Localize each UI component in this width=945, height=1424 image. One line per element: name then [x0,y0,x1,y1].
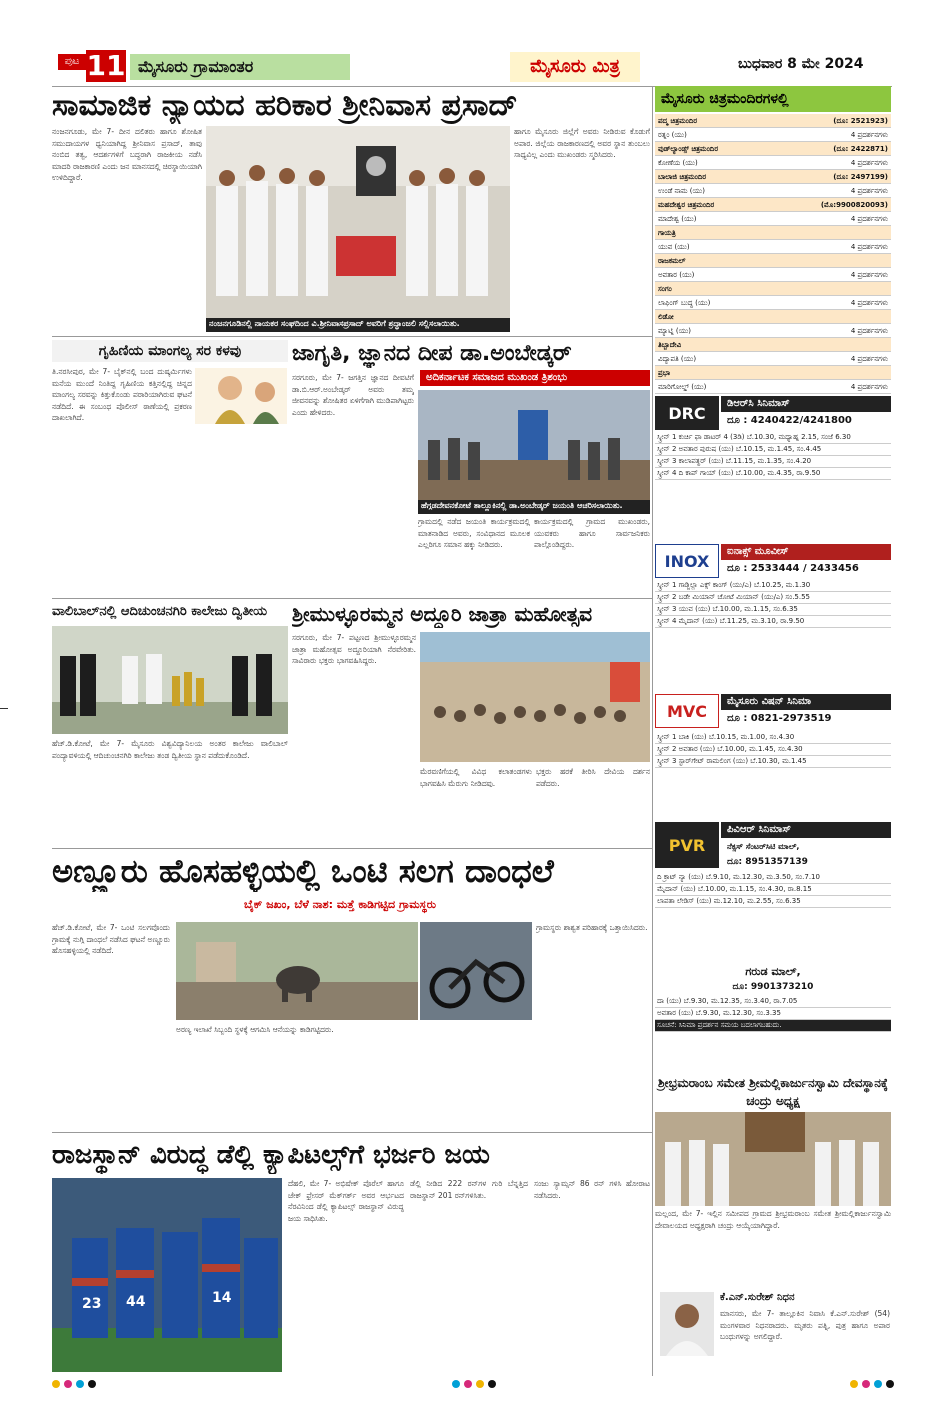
cinema-hall-info: (ದೂ: 2497199) [833,173,888,181]
garuda-line: ಅವತಾರ (ಯು) ಬೆ.9.30, ಮ.12.30, ಸಂ.3.35 [655,1008,891,1020]
garuda-listing [655,996,891,1070]
print-dot [88,1380,96,1388]
cinema-hall-info: 4 ಪ್ರದರ್ಶನಗಳು [850,383,888,391]
ambedkar-body-col3: ಕಾರ್ಯಕ್ರಮದಲ್ಲಿ ಗ್ರಾಮದ ಮುಖಂಡರು, ಯುವಕರು ಹಾಗೂ ಸಾರ್ವಜನಿಕರು ಪಾಲ್ಗೊಂಡಿದ್ದರು. [534,517,650,549]
ambedkar-headline: ಜಾಗೃತಿ, ಜ್ಞಾನದ ದೀಪ ಡಾ.ಅಂಬೇಡ್ಕರ್ [292,341,572,366]
lead-rule [52,336,652,337]
cricket-body-col1: ದೆಹಲಿ, ಮೇ 7- ಅಭಿಷೇಕ್ ಪೊರೆಲ್ ಹಾಗೂ ಜೇಕ್ ಫ್ರೇಸರ್ ಮೆಕ್‌ಗರ್ಕ್ ಅವರ ಆರ್ಭಟದ ನೆರವಿನಿಂದ ಡೆಲ್ಲಿ ಕ್ಯಾಪಿಟಲ್ಸ್ ರಾಜಸ್ಥಾನ್ ವಿರುದ್ಧ ಜಯ ಸಾಧಿಸಿತು. [288,1179,404,1223]
pvr-listing [655,872,891,960]
mvc-name: ಮೈಸೂರು ವಿಷನ್ ಸಿನಿಮಾ [721,694,891,710]
pvr-phone: ದೂ: 8951357139 [727,857,808,867]
sidebar-rule [652,86,653,1376]
cinema-hall-name: ಅವತಾರ (ಯು) [658,271,695,279]
cinema-hall-row [655,310,891,324]
inox-listing [655,580,891,690]
cinema-hall-name: ಪದ್ಮ ಚಿತ್ರಮಂದಿರ [658,117,698,125]
jatre-body-col2: ಮೆರವಣಿಗೆಯಲ್ಲಿ ವಿವಿಧ ಕಲಾತಂಡಗಳು ಭಾಗವಹಿಸಿ ಮೆರುಗು ನೀಡಿದವು. [420,767,532,788]
jatre-body-col1: ಸರಗೂರು, ಮೇ 7- ಪಟ್ಟಣದ ಶ್ರೀಮುಳ್ಳೂರಮ್ಮನ ಜಾತ್ರಾ ಮಹೋತ್ಸವ ಅದ್ದೂರಿಯಾಗಿ ನೆರವೇರಿತು. ಸಾವಿರಾರು ಭಕ್ತರು ಭಾಗವಹಿಸಿದ್ದರು. [292,633,416,665]
cricket-rule [52,1132,652,1133]
obituary-headline: ಕೆ.ಎನ್.ಸುರೇಶ್ ನಿಧನ [720,1292,795,1303]
cinema-hall-name: ವುಡ್‌ಲ್ಯಾಂಡ್ಸ್ ಚಿತ್ರಮಂದಿರ [658,145,719,153]
cinema-title: ಮೈಸೂರು ಚಿತ್ರಮಂದಿರಗಳಲ್ಲಿ [655,86,891,112]
cinema-hall-row [655,380,891,394]
cricket-body-col3: ಸಂಜು ಸ್ಯಾಮ್ಸನ್ 86 ರನ್ ಗಳಿಸಿ ಹೋರಾಟ ನಡೆಸಿದರು. [534,1179,650,1200]
cinema-hall-row [655,128,891,142]
print-dot [76,1380,84,1388]
elephant-body-col1: ಹೆಚ್.ಡಿ.ಕೋಟೆ, ಮೇ 7- ಒಂಟಿ ಸಲಗವೊಂದು ಗ್ರಾಮಕ್ಕೆ ನುಗ್ಗಿ ದಾಂಧಲೆ ನಡೆಸಿದ ಘಟನೆ ಅಣ್ಣೂರು ಹೊಸಹಳ್ಳಿಯಲ್ಲಿ ನಡೆದಿದೆ. [52,923,170,955]
cinema-hall-row [655,352,891,366]
drc-block [655,396,891,430]
volleyball-body: ಹೆಚ್.ಡಿ.ಕೋಟೆ, ಮೇ 7- ಮೈಸೂರು ವಿಶ್ವವಿದ್ಯಾನಿಲಯ ಅಂತರ ಕಾಲೇಜು ವಾಲಿಬಾಲ್ ಪಂದ್ಯಾವಳಿಯಲ್ಲಿ ಆದಿಚುಂಚನಗಿರಿ ಕಾಲೇಜು ತಂಡ ದ್ವಿತೀಯ ಸ್ಥಾನ ಪಡೆದುಕೊಂಡಿದೆ. [52,739,288,760]
elephant-subhead: ಬೈಕ್ ಜಖಂ, ಬೆಳೆ ನಾಶ: ಮತ್ತೆ ಕಾಡಿಗಟ್ಟಿದ ಗ್ರಾಮಸ್ಥರು [243,898,437,911]
mvc-logo: MVC [655,694,719,728]
page-header [0,48,945,86]
masthead: ಮೈಸೂರು ಮಿತ್ರ [510,52,640,82]
drc-phone: ದೂ : 4240422/4241800 [727,415,852,426]
cinema-hall-info: 4 ಪ್ರದರ್ಶನಗಳು [850,299,888,307]
cinema-hall-row [655,324,891,338]
cinema-hall-info: 4 ಪ್ರದರ್ಶನಗಳು [850,355,888,363]
cinema-hall-row [655,170,891,184]
obituary-portrait [660,1292,714,1356]
cinema-hall-name: ಲಿಡೋ [658,313,674,321]
theft-illustration [195,368,287,424]
elephant-rule [52,848,652,849]
inox-line: ಸ್ಕ್ರೀನ್ 2 ಬಡೇ ಮಿಯಾನ್ ಚೋಟೆ ಮಿಯಾನ್ (ಯು/ಎ) ಸಂ.5.55 [655,592,891,604]
lead-body-col1: ನಂಜನಗೂಡು, ಮೇ 7- ದೀನ ದಲಿತರು ಹಾಗೂ ಶೋಷಿತ ಸಮುದಾಯಗಳ ಧ್ವನಿಯಾಗಿದ್ದ ಶ್ರೀನಿವಾಸ ಪ್ರಸಾದ್, ತಾವು ನಂಬಿದ ತತ್ವ, ಆದರ್ಶಗಳಿಗೆ ಬದ್ಧರಾಗಿ ರಾಜಕೀಯ ನಡೆಸಿ ಮಾದರಿ ರಾಜಕಾರಣಿ ಎಂದು ಜನ ಮಾನಸದಲ್ಲಿ ಚಿರಸ್ಥಾಯಿಯಾಗಿ ಉಳಿದಿದ್ದಾರೆ. [52,127,202,182]
inox-line: ಸ್ಕ್ರೀನ್ 3 ಯುವ (ಯು) ಬೆ.10.00, ಮ.1.15, ಸಂ.6.35 [655,604,891,616]
cinema-hall-row [655,156,891,170]
cinema-hall-name: ಮಾದೇಶ್ವ (ಯು) [658,215,697,223]
cinema-hall-info: 4 ಪ್ರದರ್ಶನಗಳು [850,187,888,195]
lead-body-col2: ಹಾಗೂ ಮೈಸೂರು ಜಿಲ್ಲೆಗೆ ಅವರು ನೀಡಿರುವ ಕೊಡುಗೆ ಅಪಾರ. ಜಿಲ್ಲೆಯ ರಾಜಕಾರಣದಲ್ಲಿ ಅವರ ಸ್ಥಾನ ತುಂಬಲು ಸಾಧ್ಯವಿಲ್ಲ ಎಂದು ಮುಖಂಡರು ಸ್ಮರಿಸಿದರು. [514,127,650,159]
cinema-hall-row [655,114,891,128]
mvc-line: ಸ್ಕ್ರೀನ್ 1 ಬಾಕಿ (ಯು) ಬೆ.10.15, ಮ.1.00, ಸಂ.4.30 [655,732,891,744]
print-dot [464,1380,472,1388]
inox-phone: ದೂ : 2533444 / 2433456 [727,563,859,574]
cinema-hall-info: 4 ಪ್ರದರ್ಶನಗಳು [850,327,888,335]
cinema-hall-name: ಉಂಡೆ ನಾಮ (ಯು) [658,187,705,195]
garuda-note: ಸೂಚನೆ: ಸಿನಿಮಾ ಪ್ರದರ್ಶನ ಸಮಯ ಬದಲಾಗಬಹುದು. [655,1020,891,1032]
cinema-hall-row [655,142,891,156]
drc-listing [655,432,891,540]
cricket-body-col2: ಡೆಲ್ಲಿ ನೀಡಿದ 222 ರನ್‌ಗಳ ಗುರಿ ಬೆನ್ನತ್ತಿದ ರಾಜಸ್ಥಾನ್ 201 ರನ್‌ಗಳಿಸಿತು. [410,1179,528,1200]
cinema-hall-name: ಸಂಗಂ [658,285,672,293]
jatre-headline: ಶ್ರೀಮುಳ್ಳೂರಮ್ಮನ ಅದ್ದೂರಿ ಜಾತ್ರಾ ಮಹೋತ್ಸವ [292,602,593,626]
cinema-hall-row [655,198,891,212]
cinema-hall-name: ಮಹದೇಶ್ವರ ಚಿತ್ರಮಂದಿರ [658,201,715,209]
cinema-hall-row [655,366,891,380]
print-dot [64,1380,72,1388]
cinema-hall-name: ಕೋಣೆಯ (ಯು) [658,159,698,167]
ambedkar-photo-caption: ಹೆಗ್ಗಡದೇವನಕೋಟೆ ತಾಲ್ಲೂಕಿನಲ್ಲಿ ಡಾ.ಅಂಬೇಡ್ಕರ್ ಜಯಂತಿ ಆಚರಿಸಲಾಯಿತು. [418,500,650,514]
section-name: ಮೈಸೂರು ಗ್ರಾಮಾಂತರ [130,54,350,80]
cinema-hall-name: ಪ್ರಭಾ [658,369,671,377]
jatre-body-col3: ಭಕ್ತರು ಹರಕೆ ತೀರಿಸಿ ದೇವಿಯ ದರ್ಶನ ಪಡೆದರು. [536,767,650,788]
elephant-headline: ಅಣ್ಣೂರು ಹೊಸಹಳ್ಳಿಯಲ್ಲಿ ಒಂಟಿ ಸಲಗ ದಾಂಧಲೆ [52,852,554,890]
mvc-block [655,694,891,728]
obituary-body: ಮಾನಸರು, ಮೇ 7- ತಾಲ್ಲೂಕಿನ ನಿವಾಸಿ ಕೆ.ಎನ್.ಸುರೇಶ್ (54) ಮಂಗಳವಾರ ನಿಧನರಾದರು. ಮೃತರು ಪತ್ನಿ, ಪುತ್ರ ಹಾಗೂ ಅಪಾರ ಬಂಧುಗಳನ್ನು ಅಗಲಿದ್ದಾರೆ. [720,1309,890,1341]
lead-photo-caption: ನಂಜನಗೂಡಿನಲ್ಲಿ ನಾಯಕರ ಸಂಘದಿಂದ ವಿ.ಶ್ರೀನಿವಾಸಪ್ರಸಾದ್ ಅವರಿಗೆ ಶ್ರದ್ಧಾಂಜಲಿ ಸಲ್ಲಿಸಲಾಯಿತು. [206,318,510,332]
cinema-hall-row [655,296,891,310]
cinema-hall-info: 4 ಪ್ರದರ್ಶನಗಳು [850,131,888,139]
drc-line: ಸ್ಕ್ರೀನ್ 3 ಕಾಲಾಪತ್ಥರ್ (ಯು) ಬೆ.11.15, ಮ.1.35, ಸಂ.4.20 [655,456,891,468]
cinema-hall-row [655,184,891,198]
mvc-listing [655,732,891,818]
print-dot [886,1380,894,1388]
print-dot [476,1380,484,1388]
print-dot [850,1380,858,1388]
ambedkar-subhead: ಅದಿಕರ್ನಾಟಕ ಸಮಾಜದ ಮುಖಂಡ ತ್ರಿಶಂಭು [420,370,650,386]
mid-rule [52,598,652,599]
ambedkar-photo [418,390,650,500]
print-dot [452,1380,460,1388]
cinema-hall-name: ಲಾಫಿಂಗ್ ಬುದ್ಧ (ಯು) [658,299,711,307]
cricket-photo [52,1178,282,1372]
cinema-hall-name: ರಾಜಕಮಲ್ [658,257,686,265]
cinema-hall-name: ಬಾಲಾಜಿ ಚಿತ್ರಮಂದಿರ [658,173,707,181]
pvr-block [655,822,891,868]
page-tag: ಪುಟ [58,54,86,70]
drc-line: ಸ್ಕ್ರೀನ್ 4 ದಿ ಕಾಪ್ ಗಾಯ್ (ಯು) ಬೆ.10.00, ಮ.4.35, ರಾ.9.50 [655,468,891,480]
drc-logo: DRC [655,396,719,430]
cinema-hall-row [655,226,891,240]
mvc-phone: ದೂ : 0821-2973519 [727,713,832,724]
cinema-hall-info: (ದೂ: 2521923) [833,117,888,125]
temple-body: ಮಲ್ಲಂದ, ಮೇ 7- ಇಲ್ಲಿನ ಸಮೀಪದ ಗ್ರಾಮದ ಶ್ರೀಭ್ರಮರಾಂಬ ಸಮೇತ ಶ್ರೀಮಲ್ಲಿಕಾರ್ಜುನಸ್ವಾಮಿ ದೇವಾಲಯದ ಅಧ್ಯಕ್ಷರಾಗಿ ಚಂದ್ರು ಆಯ್ಕೆಯಾಗಿದ್ದಾರೆ. [655,1209,891,1230]
lead-photo [206,126,510,318]
cinema-hall-info: 4 ಪ್ರದರ್ಶನಗಳು [850,271,888,279]
jatre-photo [420,632,650,762]
cinema-hall-info: (ದೂ: 2422871) [833,145,888,153]
page-number: 11 [86,49,126,82]
ambedkar-body-col1: ಸರಗೂರು, ಮೇ 7- ಜಗತ್ತಿನ ಜ್ಞಾನದ ದೀವಟಿಗೆ ಡಾ.ಬಿ.ಆರ್.ಅಂಬೇಡ್ಕರ್ ಅವರು ತಮ್ಮ ಜೀವನವನ್ನು ಶೋಷಿತರ ಏಳಿಗೆಗಾಗಿ ಮುಡಿಪಾಗಿಟ್ಟರು ಎಂದು ಹೇಳಿದರು. [292,373,414,417]
pvr-line: ಲಾಪತಾ ಲೇಡಿಸ್ (ಯು) ಮ.12.10, ಮ.2.55, ಸಂ.6.35 [655,896,891,908]
cricket-headline: ರಾಜಸ್ಥಾನ್ ವಿರುದ್ಧ ಡೆಲ್ಲಿ ಕ್ಯಾಪಿಟಲ್ಸ್‌ಗೆ ಭರ್ಜರಿ ಜಯ [52,1140,490,1170]
cinema-hall-row [655,268,891,282]
pvr-name: ಪಿವಿಆರ್ ಸಿನಿಮಾಸ್ [721,822,891,838]
theft-headline: ಗೃಹಿಣಿಯ ಮಾಂಗಲ್ಯ ಸರ ಕಳವು [52,340,288,362]
drc-name: ಡಿಆರ್‌ಸಿ ಸಿನಿಮಾಸ್ [721,396,891,412]
volleyball-photo [52,626,288,734]
inox-name: ಐನಾಕ್ಸ್ ಮೂವೀಸ್ [721,544,891,560]
cinema-hall-info: 4 ಪ್ರದರ್ಶನಗಳು [850,243,888,251]
pvr-logo: PVR [655,822,719,868]
cinema-hall-name: ಮಾರಿಗೋಲ್ಡ್ (ಯು) [658,383,707,391]
garuda-title: ಗರುಡ ಮಾಲ್, [745,965,801,978]
damaged-bike-photo [420,922,532,1020]
temple-photo [655,1112,891,1206]
cinema-hall-row [655,338,891,352]
elephant-body-col3: ಗ್ರಾಮಸ್ಥರು ಶಾಶ್ವತ ಪರಿಹಾರಕ್ಕೆ ಒತ್ತಾಯಿಸಿದರು. [536,923,648,932]
cinema-hall-row [655,254,891,268]
cinema-hall-row [655,282,891,296]
svg-text:44: 44 [126,1294,146,1310]
theft-body: ತಿ.ನರಸೀಪುರ, ಮೇ 7- ಬೈಕ್‌ನಲ್ಲಿ ಬಂದ ದುಷ್ಕರ್ಮಿಗಳು ಮನೆಯ ಮುಂದೆ ನಿಂತಿದ್ದ ಗೃಹಿಣಿಯ ಕತ್ತಿನಲ್ಲಿದ್ದ ಚಿನ್ನದ ಮಾಂಗಲ್ಯ ಸರವನ್ನು ಕಿತ್ತುಕೊಂಡು ಪರಾರಿಯಾಗಿರುವ ಘಟನೆ ನಡೆದಿದೆ. ಈ ಸಂಬಂಧ ಪೊಲೀಸ್ ಠಾಣೆಯಲ್ಲಿ ಪ್ರಕರಣ ದಾಖಲಾಗಿದೆ. [52,367,192,422]
pvr-address: ನೆಕ್ಸಸ್ ಸೆಂಟರ್‌ಸಿಟಿ ಮಾಲ್, [727,842,800,851]
inox-block [655,544,891,578]
cinema-hall-name: ಗಾಯತ್ರಿ [658,229,676,237]
elephant-photo [176,922,418,1020]
mvc-line: ಸ್ಕ್ರೀನ್ 3 ಸ್ಟಾರ್‌ಗೇಟ್ ರಾಮಲಿಂಗ (ಯು) ಬೆ.10.30, ಮ.1.45 [655,756,891,768]
cinema-hall-info: (ಮೊ:9900820093) [820,201,888,209]
temple-headline: ಶ್ರೀಭ್ರಮರಾಂಬ ಸಮೇತ ಶ್ರೀಮಲ್ಲಿಕಾರ್ಜುನಸ್ವಾಮಿ ದೇವಸ್ಥಾನಕ್ಕೆ ಚಂದ್ರು ಅಧ್ಯಕ್ಷ [658,1076,888,1108]
cinema-hall-info: 4 ಪ್ರದರ್ಶನಗಳು [850,215,888,223]
print-dot [874,1380,882,1388]
cinema-hall-name: ಯುವ (ಯು) [658,243,690,251]
cinema-hall-name: ತಿಬ್ಬಾದೇವಿ [658,341,682,349]
print-dot [52,1380,60,1388]
pvr-line: ಮೈದಾನ್ (ಯು) ಬೆ.10.00, ಮ.1.15, ಸಂ.4.30, ರಾ.8.15 [655,884,891,896]
inox-line: ಸ್ಕ್ರೀನ್ 1 ಗಾಡ್ಜಿಲ್ಲಾ ಎಕ್ಸ್ ಕಾಂಗ್ (ಯು/ಎ) ಬೆ.10.25, ಮ.1.30 [655,580,891,592]
print-dot [488,1380,496,1388]
cinema-hall-name: ಮ್ಯಾಟ್ನಿ (ಯು) [658,327,692,335]
cinema-hall-name: ವಿದ್ಯಾಪತಿ (ಯು) [658,355,697,363]
pvr-line: ದಿ ಕ್ರಾಟ್‌ ನ್ಯಾ (ಯು) ಬೆ.9.10, ಮ.12.30, ಮ.3.50, ಸಂ.7.10 [655,872,891,884]
drc-line: ಸ್ಕ್ರೀನ್ 1 ಕುರ್ಚಿ ಫಾ ಡಾಟರ್ 4 (3ಡಿ) ಬೆ.10.30, ಮಧ್ಯಾಹ್ನ 2.15, ಸಂಜೆ 6.30 [655,432,891,444]
cinema-hall-row [655,212,891,226]
drc-line: ಸ್ಕ್ರೀನ್ 2 ಅವತಾರ ಪುರುಷ (ಯು) ಬೆ.10.15, ಮ.1.45, ಸಂ.4.45 [655,444,891,456]
cinema-hall-name: ರತ್ನಂ (ಯು) [658,131,687,139]
print-dot [862,1380,870,1388]
ambedkar-body-col2: ಗ್ರಾಮದಲ್ಲಿ ನಡೆದ ಜಯಂತಿ ಕಾರ್ಯಕ್ರಮದಲ್ಲಿ ಮಾತನಾಡಿದ ಅವರು, ಸಂವಿಧಾನದ ಮೂಲಕ ಎಲ್ಲರಿಗೂ ಸಮಾನ ಹಕ್ಕು ನೀಡಿದರು. [418,517,530,549]
inox-logo: INOX [655,544,719,578]
lead-headline: ಸಾಮಾಜಿಕ ನ್ಯಾಯದ ಹರಿಕಾರ ಶ್ರೀನಿವಾಸ ಪ್ರಸಾದ್ [52,88,518,123]
volleyball-headline: ವಾಲಿಬಾಲ್‌ನಲ್ಲಿ ಆದಿಚುಂಚನಗಿರಿ ಕಾಲೇಜು ದ್ವಿತೀಯ [52,604,268,619]
issue-date: ಬುಧವಾರ 8 ಮೇ 2024 [738,56,864,72]
elephant-body-col2: ಅರಣ್ಯ ಇಲಾಖೆ ಸಿಬ್ಬಂದಿ ಸ್ಥಳಕ್ಕೆ ಆಗಮಿಸಿ ಆನೆಯನ್ನು ಕಾಡಿಗಟ್ಟಿದರು. [176,1025,334,1034]
edge-marker [0,708,8,709]
cinema-hall-row [655,240,891,254]
garuda-line: ದಾ (ಯು) ಬೆ.9.30, ಮ.12.35, ಸಂ.3.40, ರಾ.7.05 [655,996,891,1008]
inox-line: ಸ್ಕ್ರೀನ್ 4 ಮೈದಾನ್ (ಯು) ಬೆ.11.25, ಮ.3.10, ರಾ.9.50 [655,616,891,628]
svg-text:23: 23 [82,1296,102,1312]
cinema-hall-info: 4 ಪ್ರದರ್ಶನಗಳು [850,159,888,167]
mvc-line: ಸ್ಕ್ರೀನ್ 2 ಅವತಾರ (ಯು) ಬೆ.10.00, ಮ.1.45, ಸಂ.4.30 [655,744,891,756]
garuda-phone: ದೂ: 9901373210 [732,982,814,992]
svg-text:14: 14 [212,1290,232,1306]
